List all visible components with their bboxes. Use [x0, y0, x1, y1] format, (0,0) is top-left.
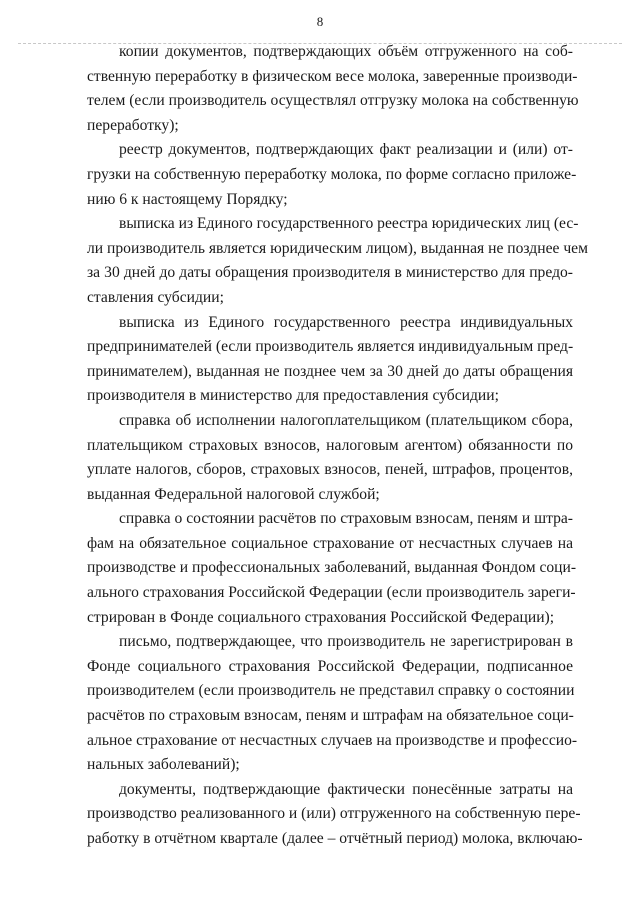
text-line: справка об исполнении налогоплательщиком (плательщиком сбора,	[119, 411, 573, 429]
paragraph	[87, 311, 573, 409]
text-line: телем (если производитель осуществлял отгрузку молока на собственную	[87, 92, 579, 110]
text-line: выписка из Единого государственного реестра индивидуальных	[119, 313, 573, 331]
text-line: за 30 дней до даты обращения производителя в министерство для предо-	[87, 264, 573, 282]
text-line: фам на обязательное социальное страхование от несчастных случаев на	[87, 534, 573, 552]
text-line: расчётов по страховым взносам, пеням и штрафам на обязательное соци-	[87, 707, 574, 725]
text-line: выписка из Единого государственного реестра юридических лиц (ес-	[119, 215, 579, 233]
text-line: стрирован в Фонде социального страхования Российской Федерации);	[87, 608, 555, 626]
text-line: справка о состоянии расчётов по страховым взносам, пеням и штра-	[119, 510, 573, 528]
paragraph	[87, 778, 583, 852]
text-line: производителя в министерство для предоставления субсидии;	[87, 387, 499, 405]
text-line: принимателем), выданная не позднее чем за 30 дней до даты обращения	[87, 362, 573, 380]
text-line: письмо, подтверждающее, что производитель не зарегистрирован в	[119, 633, 573, 651]
text-line: нальных заболеваний);	[87, 756, 240, 774]
text-line: ставления субсидии;	[87, 288, 224, 306]
text-line: копии документов, подтверждающих объём отгруженного на соб-	[119, 43, 573, 60]
text-line: реестр документов, подтверждающих факт реализации и (или) от-	[119, 141, 573, 159]
text-line: ального страхования Российской Федерации (если производитель зареги-	[87, 584, 576, 602]
text-line: производство реализованного и (или) отгруженного на собственную пере-	[87, 805, 581, 823]
page-number: 8	[316, 14, 324, 29]
text-line: уплате налогов, сборов, страховых взносов, пеней, штрафов, процентов,	[87, 461, 573, 479]
text-line: плательщиком страховых взносов, налоговым агентом) обязанности по	[87, 436, 573, 454]
text-line: выданная Федеральной налоговой службой;	[87, 485, 380, 503]
text-line: работку в отчётном квартале (далее – отчётный период) молока, включаю-	[87, 830, 583, 847]
text-line: грузки на собственную переработку молока, по форме согласно приложе-	[87, 165, 577, 183]
text-line: нию 6 к настоящему Порядку;	[87, 190, 288, 208]
text-line: ли производитель является юридическим лицом), выданная не позднее чем	[87, 239, 588, 257]
text-line: документы, подтверждающие фактически понесённые затраты на	[119, 780, 573, 798]
text-line: альное страхование от несчастных случаев на производстве и профессио-	[87, 731, 578, 749]
text-line: предпринимателей (если производитель является индивидуальным пред-	[87, 338, 574, 356]
paragraph	[87, 630, 578, 778]
paragraph	[87, 40, 579, 138]
document-body	[87, 40, 588, 852]
paragraph	[87, 507, 577, 630]
text-line: производстве и профессиональных заболеваний, выданная Фондом соци-	[87, 559, 577, 577]
paragraph	[87, 409, 573, 507]
paragraph	[87, 138, 577, 212]
text-line: Фонде социального страхования Российской Федерации, подписанное	[87, 657, 573, 675]
text-line: переработку);	[87, 116, 179, 134]
paragraph	[87, 212, 588, 310]
text-line: производителем (если производитель не представил справку о состоянии	[87, 682, 575, 700]
text-line: ственную переработку в физическом весе молока, заверенные производи-	[87, 67, 578, 85]
